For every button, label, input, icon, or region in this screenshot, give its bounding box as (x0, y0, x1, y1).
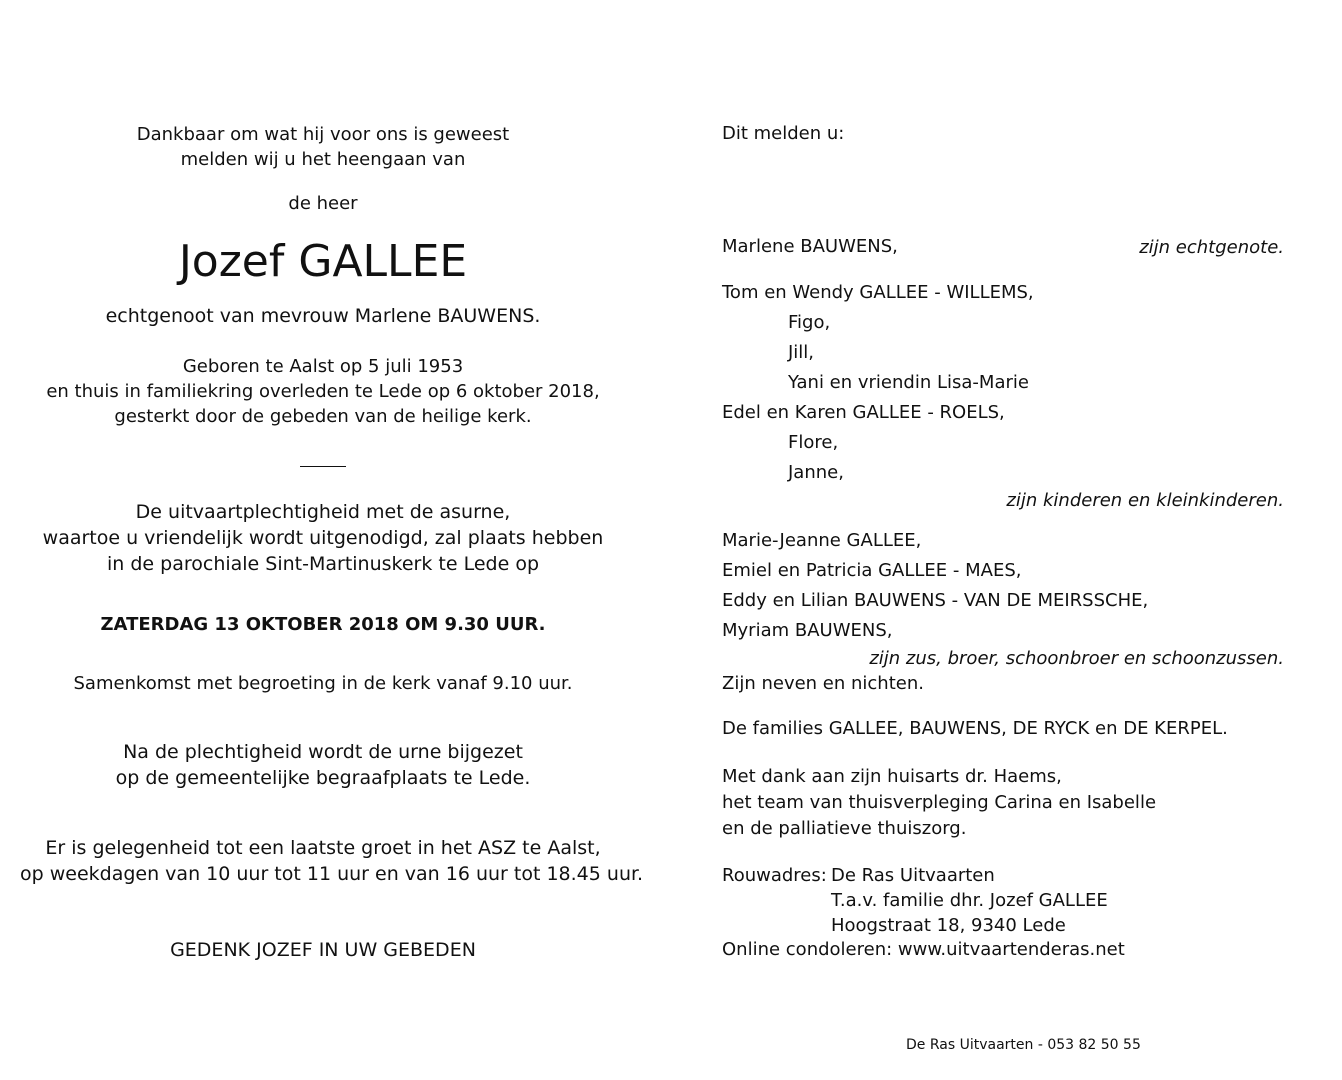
nephews-line: Zijn neven en nichten. (722, 673, 924, 694)
grandchild-5: Janne, (788, 462, 844, 483)
death-line: en thuis in familiekring overleden te Lede op 6 oktober 2018, (46, 381, 600, 402)
birth-line: Geboren te Aalst op 5 juli 1953 (182, 356, 464, 377)
gathering-line: Samenkomst met begroeting in de kerk vanaf 9.10 uur. (73, 673, 573, 694)
sibling-3: Eddy en Lilian BAUWENS - VAN DE MEIRSSCHE, (722, 590, 1149, 611)
closing-line: GEDENK JOZEF IN UW GEBEDEN (170, 939, 476, 961)
families-line: De families GALLEE, BAUWENS, DE RYCK en DE KERPEL. (722, 718, 1228, 739)
sibling-2: Emiel en Patricia GALLEE - MAES, (722, 560, 1022, 581)
intro-line-2: melden wij u het heengaan van (180, 149, 466, 170)
children-relation: zijn kinderen en kleinkinderen. (1006, 490, 1284, 511)
family-2: Edel en Karen GALLEE - ROELS, (722, 402, 1005, 423)
ceremony-line-3: in de parochiale Sint-Martinuskerk te Lede op (107, 553, 539, 575)
siblings-relation: zijn zus, broer, schoonbroer en schoonzussen. (869, 648, 1284, 669)
intro-line-1: Dankbaar om wat hij voor ons is geweest (136, 124, 510, 145)
spouse-line: echtgenoot van mevrouw Marlene BAUWENS. (105, 305, 541, 327)
title-prefix: de heer (288, 193, 358, 214)
urn-line-2: op de gemeentelijke begraafplaats te Lede. (115, 767, 531, 789)
online-condolence: Online condoleren: www.uitvaartenderas.net (722, 939, 1125, 960)
deceased-name: Jozef GALLEE (178, 236, 468, 287)
address-label: Rouwadres: (722, 865, 827, 886)
ceremony-line-2: waartoe u vriendelijk wordt uitgenodigd, zal plaats hebben (42, 527, 604, 549)
visit-line-1: Er is gelegenheid tot een laatste groet in het ASZ te Aalst, (45, 837, 601, 859)
family-1: Tom en Wendy GALLEE - WILLEMS, (722, 282, 1034, 303)
right-header: Dit melden u: (722, 123, 845, 144)
ceremony-date: ZATERDAG 13 OKTOBER 2018 OM 9.30 UUR. (100, 614, 546, 635)
thanks-line-2: het team van thuisverpleging Carina en Isabelle (722, 792, 1157, 813)
visit-line-2: op weekdagen van 10 uur tot 11 uur en van 16 uur tot 18.45 uur. (20, 863, 644, 885)
sacrament-line: gesterkt door de gebeden van de heilige kerk. (114, 406, 532, 427)
ceremony-line-1: De uitvaartplechtigheid met de asurne, (135, 501, 511, 523)
spouse-relation: zijn echtgenote. (1139, 237, 1284, 258)
thanks-line-3: en de palliatieve thuiszorg. (722, 818, 967, 839)
address-line-1: De Ras Uitvaarten (831, 865, 995, 886)
address-line-2: T.a.v. familie dhr. Jozef GALLEE (831, 890, 1108, 911)
spouse-name: Marlene BAUWENS, (722, 236, 898, 257)
grandchild-2: Jill, (788, 342, 815, 363)
sibling-4: Myriam BAUWENS, (722, 620, 893, 641)
thanks-line-1: Met dank aan zijn huisarts dr. Haems, (722, 766, 1062, 787)
sibling-1: Marie-Jeanne GALLEE, (722, 530, 922, 551)
address-line-3: Hoogstraat 18, 9340 Lede (831, 915, 1066, 936)
divider (300, 466, 346, 467)
urn-line-1: Na de plechtigheid wordt de urne bijgezet (123, 741, 523, 763)
grandchild-1: Figo, (788, 312, 831, 333)
footer-credit: De Ras Uitvaarten - 053 82 50 55 (906, 1037, 1141, 1053)
grandchild-4: Flore, (788, 432, 839, 453)
grandchild-3: Yani en vriendin Lisa-Marie (788, 372, 1029, 393)
